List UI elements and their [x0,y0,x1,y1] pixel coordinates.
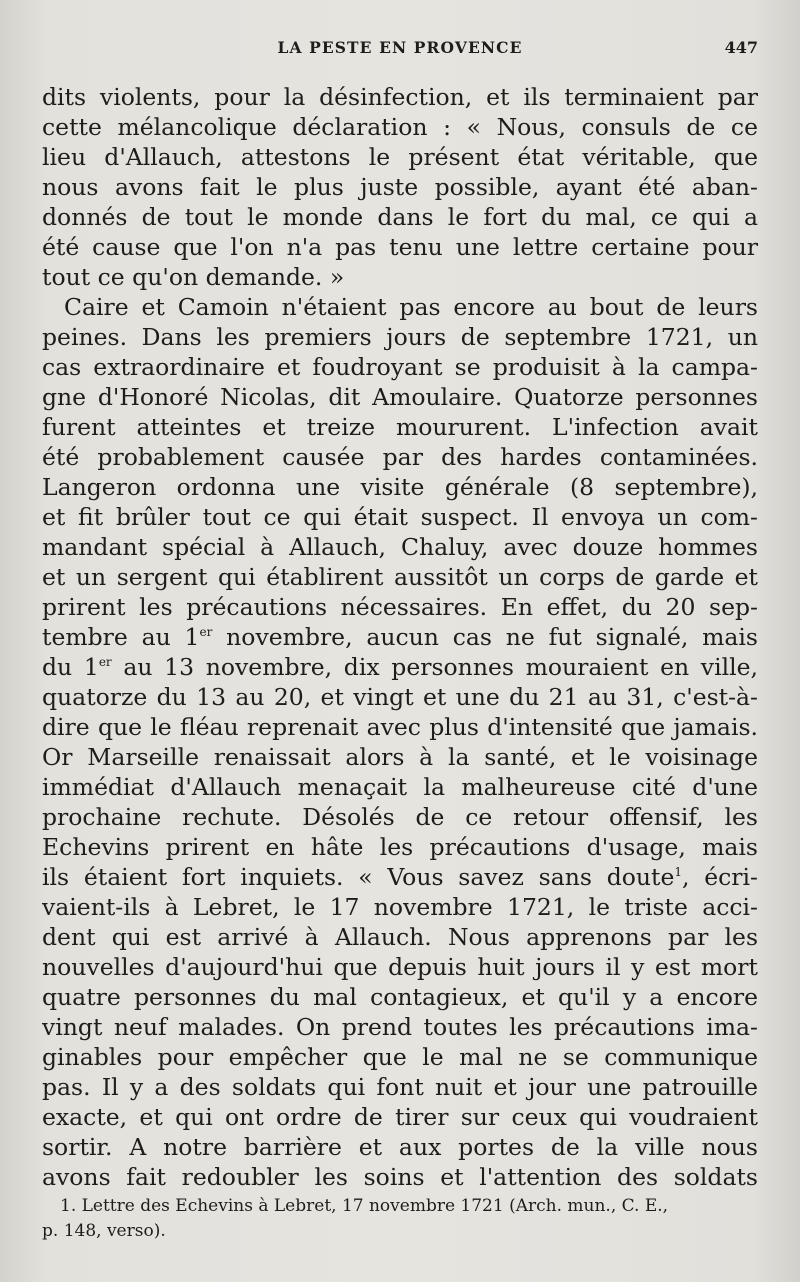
text-line: nous avons fait le plus juste possible, ayant été aban- [42,173,758,201]
body-text [42,82,758,1192]
text-line: et fit brûler tout ce qui était suspect. Il envoya un com- [42,503,758,531]
text-line: vaient-ils à Lebret, le 17 novembre 1721, le triste acci- [42,893,758,921]
text-line: ginables pour empêcher que le mal ne se communique [42,1043,758,1071]
text-line: cette mélancolique déclaration : « Nous, consuls de ce [42,113,758,141]
text-line [42,622,758,652]
text-line: dits violents, pour la désinfection, et ils terminaient par [42,83,758,111]
text-line: immédiat d'Allauch menaçait la malheureuse cité d'une [42,773,758,801]
text-line: avons fait redoubler les soins et l'attention des soldats [42,1163,758,1191]
text-line: pas. Il y a des soldats qui font nuit et jour une patrouille [42,1073,758,1101]
text-line: peines. Dans les premiers jours de septembre 1721, un [42,323,758,351]
text-line: Echevins prirent en hâte les précautions d'usage, mais [42,833,758,861]
text-line: dire que le fléau reprenait avec plus d'intensité que jamais. [42,713,758,741]
text-line: sortir. A notre barrière et aux portes de la ville nous [42,1133,758,1161]
text-fragment: au 13 novembre, dix personnes mouraient en ville, [111,653,758,681]
text-line: tout ce qu'on demande. » [42,263,345,291]
text-fragment: , écri- [682,863,758,891]
text-fragment: novembre, aucun cas ne fut signalé, mais [212,623,758,651]
text-line: Langeron ordonna une visite générale (8 septembre), [42,473,758,501]
text-line: exacte, et qui ont ordre de tirer sur ceux qui voudraient [42,1103,758,1131]
text-line: cas extraordinaire et foudroyant se produisit à la campa- [42,353,758,381]
text-line: mandant spécial à Allauch, Chaluy, avec douze hommes [42,533,758,561]
footnote-marker: 1 [674,865,683,880]
text-fragment: tembre au 1 [42,623,200,651]
footnote [42,1194,758,1244]
text-line: été probablement causée par des hardes contaminées. [42,443,758,471]
text-fragment: du 1 [42,653,99,681]
footnote-line: 1. Lettre des Echevins à Lebret, 17 novembre 1721 (Arch. mun., C. E., [60,1196,669,1216]
text-fragment: ils étaient fort inquiets. « Vous savez sans doute [42,863,675,891]
text-line: furent atteintes et treize moururent. L'infection avait [42,413,758,441]
footnote-line: p. 148, verso). [42,1221,166,1241]
text-line [42,652,758,682]
running-title: LA PESTE EN PROVENCE [277,38,523,57]
text-line: et un sergent qui établirent aussitôt un corps de garde et [42,563,758,591]
superscript: er [98,655,112,670]
text-line: prirent les précautions nécessaires. En effet, du 20 sep- [42,593,758,621]
text-line: quatorze du 13 au 20, et vingt et une du 21 au 31, c'est-à- [42,683,758,711]
text-line: quatre personnes du mal contagieux, et qu'il y a encore [42,983,758,1011]
running-head [40,36,760,60]
superscript: er [199,625,213,640]
text-line: dent qui est arrivé à Allauch. Nous apprenons par les [42,923,758,951]
text-line: vingt neuf malades. On prend toutes les précautions ima- [42,1013,758,1041]
text-line: prochaine rechute. Désolés de ce retour offensif, les [42,803,758,831]
text-line [42,862,758,892]
text-line: donnés de tout le monde dans le fort du mal, ce qui a [42,203,758,231]
text-line: été cause que l'on n'a pas tenu une lettre certaine pour [42,233,758,261]
text-line: Or Marseille renaissait alors à la santé, et le voisinage [42,743,758,771]
text-line: Caire et Camoin n'étaient pas encore au bout de leurs [64,293,758,321]
text-line: lieu d'Allauch, attestons le présent état véritable, que [42,143,758,171]
text-line: nouvelles d'aujourd'hui que depuis huit jours il y est mort [42,953,758,981]
page-number: 447 [724,38,758,57]
text-line: gne d'Honoré Nicolas, dit Amoulaire. Quatorze personnes [42,383,758,411]
